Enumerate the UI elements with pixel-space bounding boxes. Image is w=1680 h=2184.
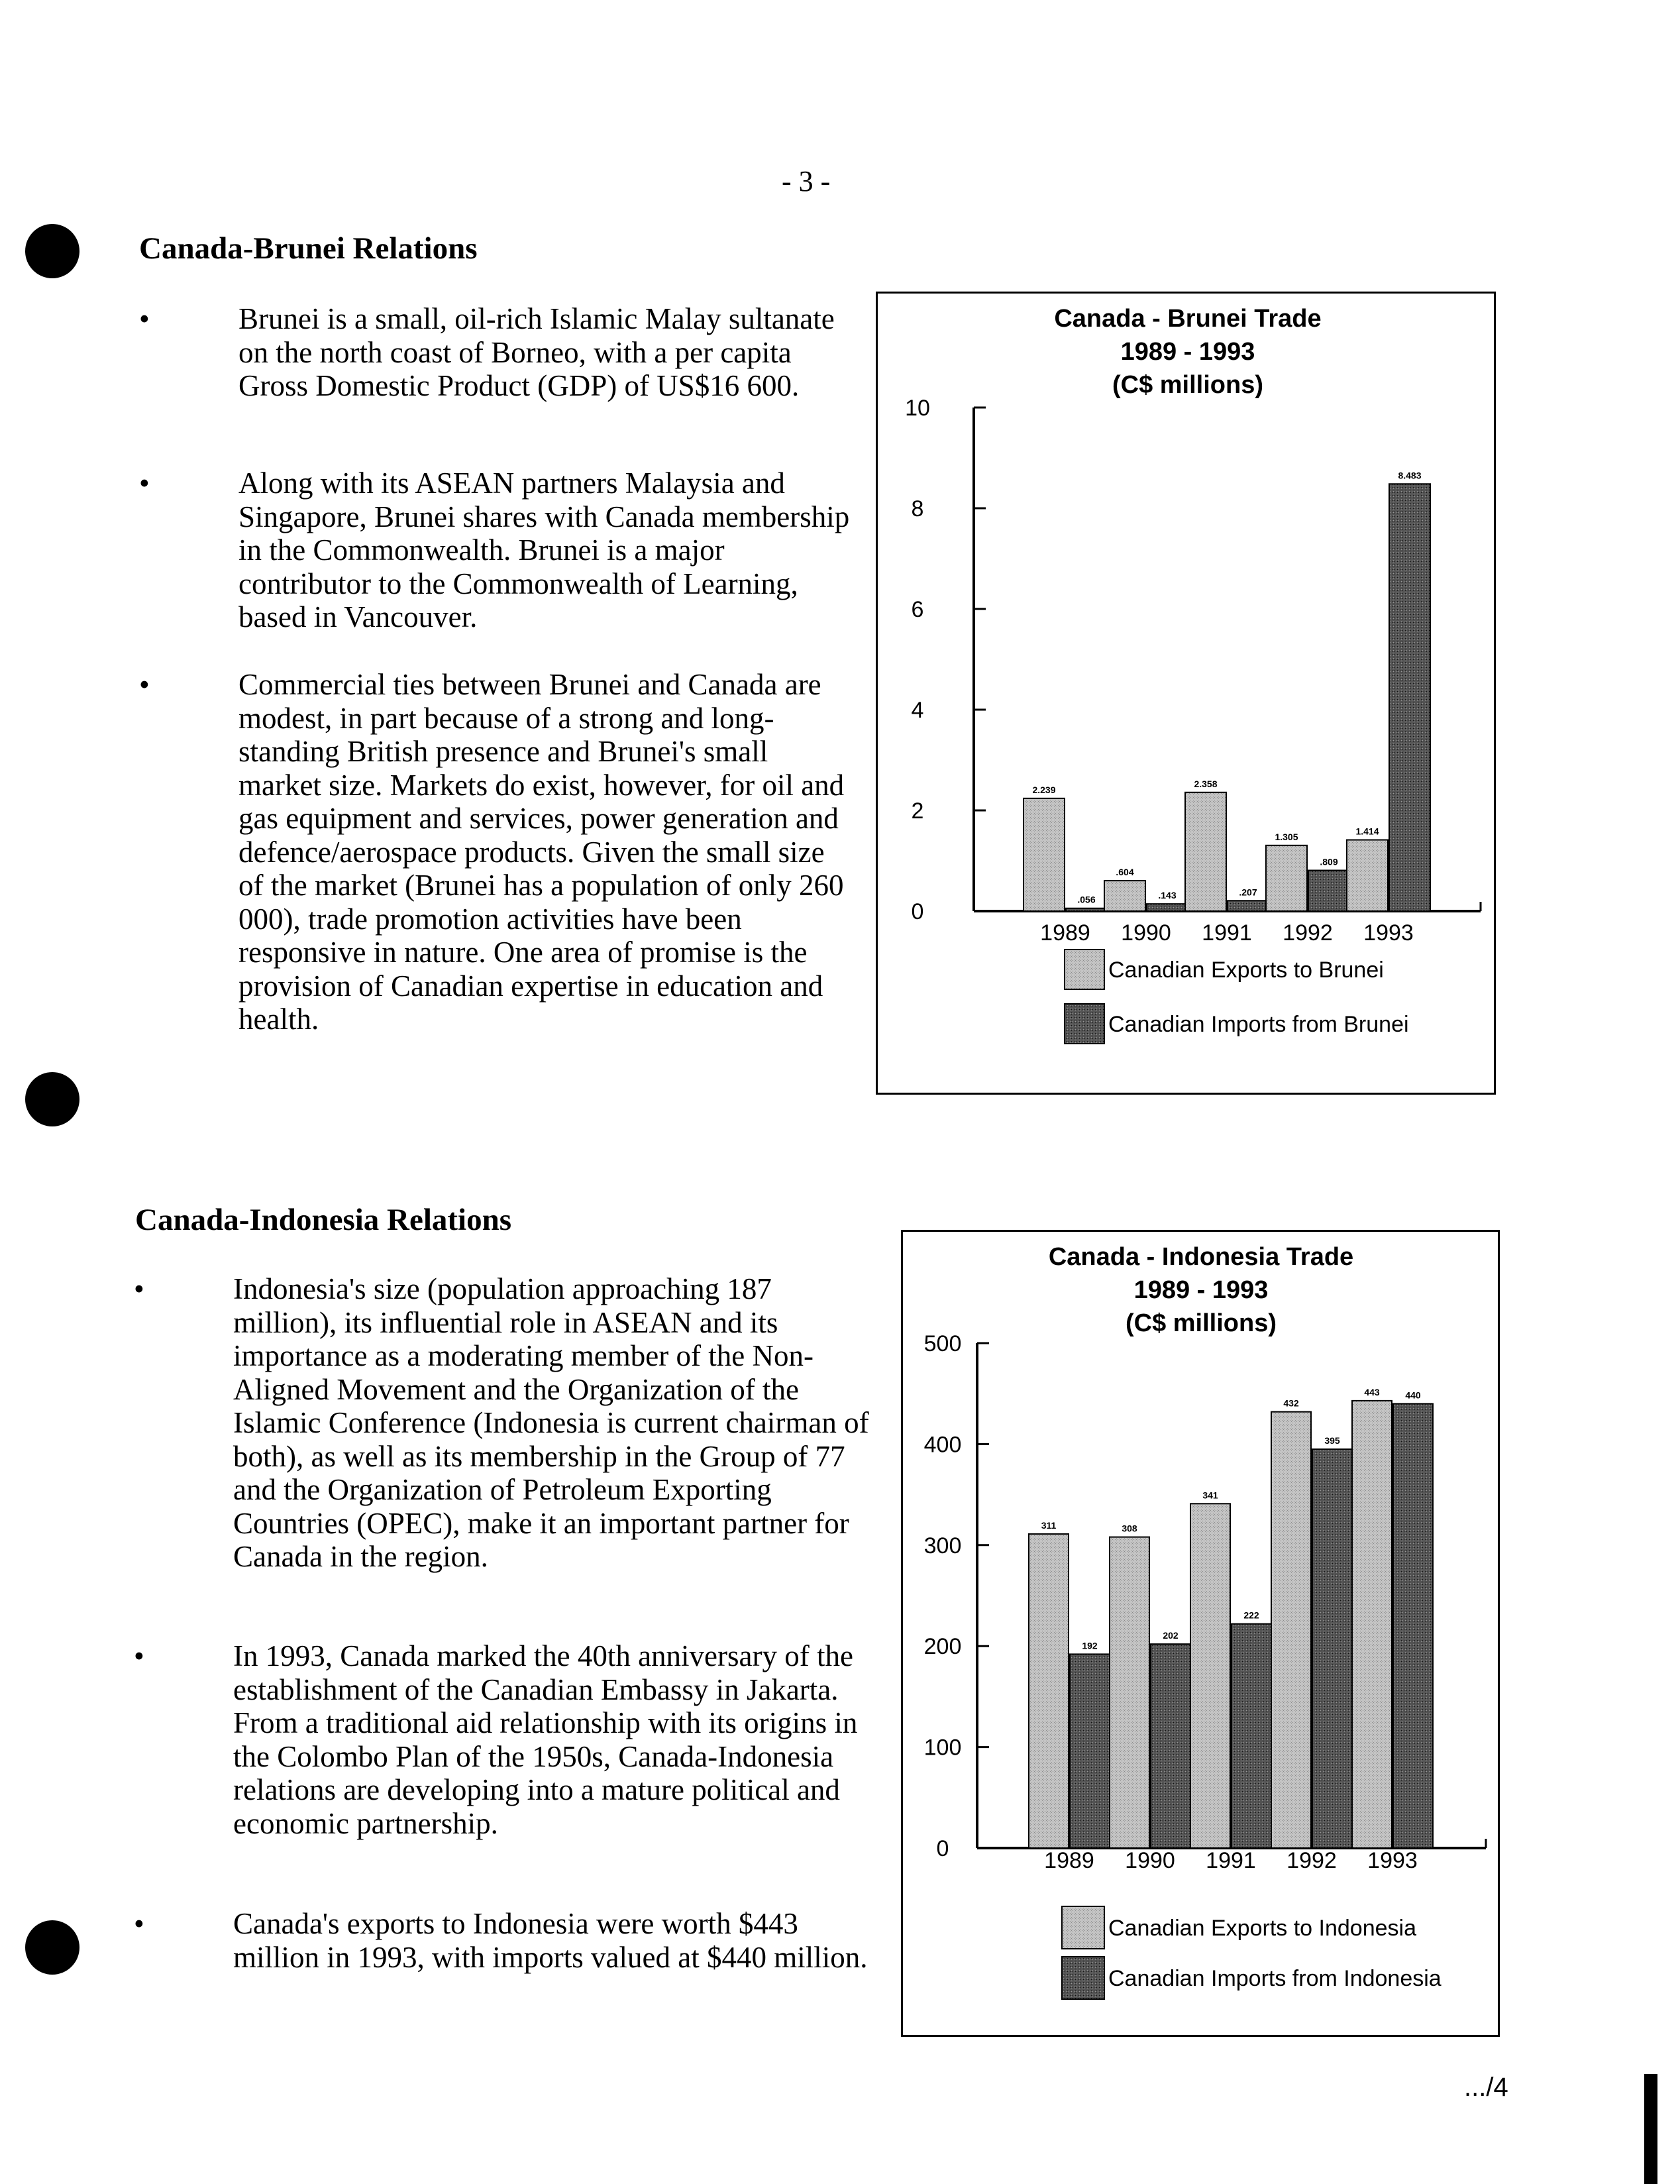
brunei-y-tick-label: 8 bbox=[911, 496, 924, 521]
brunei-export-bar-1992 bbox=[1266, 846, 1307, 911]
indonesia-x-tick-label: 1993 bbox=[1367, 1848, 1418, 1873]
binder-hole-middle bbox=[25, 1072, 79, 1126]
indonesia-y-tick-label: 200 bbox=[923, 1634, 962, 1660]
brunei-trade-chart bbox=[876, 292, 1496, 1095]
indonesia-y-tick-label: 500 bbox=[923, 1331, 962, 1356]
binder-hole-bottom bbox=[25, 1920, 79, 1975]
indonesia-legend-swatch bbox=[1062, 1957, 1104, 1999]
indonesia-export-value-label: 341 bbox=[1202, 1490, 1218, 1501]
brunei-bullet-3 bbox=[139, 668, 855, 1036]
brunei-legend-label: Canadian Imports from Brunei bbox=[1108, 1012, 1409, 1037]
indonesia-export-bar-1990 bbox=[1110, 1537, 1149, 1848]
indonesia-import-value-label: 395 bbox=[1324, 1435, 1340, 1447]
indonesia-export-bar-1991 bbox=[1190, 1503, 1230, 1848]
brunei-y-tick-label: 0 bbox=[911, 899, 924, 924]
indonesia-import-value-label: 222 bbox=[1243, 1610, 1259, 1621]
indonesia-bullet-2 bbox=[134, 1639, 869, 1840]
brunei-import-value-label: .207 bbox=[1239, 887, 1257, 898]
brunei-x-tick-label: 1992 bbox=[1283, 920, 1333, 946]
indonesia-x-tick-label: 1992 bbox=[1286, 1848, 1337, 1873]
brunei-export-value-label: 1.414 bbox=[1355, 826, 1379, 837]
indonesia-export-bar-1993 bbox=[1352, 1401, 1392, 1848]
brunei-bullet-1-text: Brunei is a small, oil-rich Islamic Malay sultanate on the north coast of Borneo, with a per capita Gross Domestic Product (GDP) of US$16 600. bbox=[238, 302, 835, 402]
indonesia-legend-swatch bbox=[1062, 1906, 1104, 1949]
bullet-marker: • bbox=[134, 1639, 144, 1672]
indonesia-x-tick-label: 1991 bbox=[1206, 1848, 1256, 1873]
indonesia-section-title: Canada-Indonesia Relations bbox=[135, 1203, 512, 1237]
brunei-export-value-label: .604 bbox=[1116, 867, 1134, 878]
indonesia-import-bar-1990 bbox=[1151, 1644, 1190, 1848]
indonesia-legend-label: Canadian Exports to Indonesia bbox=[1108, 1916, 1416, 1941]
brunei-import-bar-1989 bbox=[1066, 908, 1107, 911]
indonesia-y-tick-label: 300 bbox=[923, 1533, 962, 1558]
brunei-section-title: Canada-Brunei Relations bbox=[139, 231, 478, 266]
brunei-chart-title-line: (C$ millions) bbox=[1112, 371, 1264, 399]
indonesia-import-bar-1989 bbox=[1070, 1654, 1110, 1848]
indonesia-export-value-label: 311 bbox=[1041, 1520, 1057, 1531]
indonesia-bullet-2-text: In 1993, Canada marked the 40th anniversary of the establishment of the Canadian Embassy in Jakarta. From a traditional aid relationship with its origins in the Colombo Plan of the 1950s, Canada-Indonesia relations are developing into a mature political and economic partnership. bbox=[233, 1639, 858, 1840]
indonesia-y-tick-label: 100 bbox=[923, 1735, 962, 1761]
indonesia-bullet-3 bbox=[134, 1907, 869, 1974]
indonesia-export-bar-1992 bbox=[1271, 1412, 1311, 1848]
brunei-chart-title-line: Canada - Brunei Trade bbox=[1054, 305, 1322, 333]
indonesia-import-value-label: 202 bbox=[1163, 1630, 1179, 1641]
indonesia-x-tick-label: 1990 bbox=[1125, 1848, 1175, 1873]
bullet-marker: • bbox=[139, 466, 150, 500]
brunei-export-value-label: 2.239 bbox=[1032, 784, 1056, 795]
indonesia-chart-title-line: Canada - Indonesia Trade bbox=[1048, 1243, 1354, 1271]
indonesia-trade-chart bbox=[901, 1230, 1500, 2037]
indonesia-x-tick-label: 1989 bbox=[1044, 1848, 1094, 1873]
brunei-import-value-label: .809 bbox=[1320, 856, 1338, 867]
indonesia-export-bar-1989 bbox=[1029, 1534, 1069, 1848]
indonesia-import-bar-1993 bbox=[1393, 1403, 1433, 1848]
indonesia-export-value-label: 432 bbox=[1283, 1397, 1299, 1409]
brunei-y-tick-label: 10 bbox=[905, 396, 930, 421]
bullet-marker: • bbox=[139, 668, 150, 701]
brunei-export-bar-1993 bbox=[1347, 840, 1388, 911]
scan-edge-mark bbox=[1644, 2074, 1657, 2184]
indonesia-bullet-3-text: Canada's exports to Indonesia were worth $443 million in 1993, with imports valued at $440 million. bbox=[233, 1907, 868, 1974]
indonesia-trade-chart-svg bbox=[903, 1232, 1502, 2039]
indonesia-import-bar-1991 bbox=[1232, 1624, 1271, 1848]
brunei-y-tick-label: 6 bbox=[911, 597, 924, 622]
indonesia-y-tick-label: 0 bbox=[936, 1836, 949, 1861]
brunei-import-bar-1990 bbox=[1147, 904, 1188, 911]
indonesia-bullet-1-text: Indonesia's size (population approaching 187 million), its influential role in ASEAN and its importance as a moderating member of the Non-Aligned Movement and the Organization of the Islamic Conference (Indonesia is current chairman of both), as well as its membership in the Group of 77 and the Organization of Petroleum Exporting Countries (OPEC), make it an important partner for Canada in the region. bbox=[233, 1272, 869, 1573]
brunei-y-tick-label: 2 bbox=[911, 798, 924, 824]
bullet-marker: • bbox=[139, 302, 150, 335]
brunei-import-value-label: .056 bbox=[1077, 894, 1096, 905]
brunei-chart-title-line: 1989 - 1993 bbox=[1120, 338, 1255, 366]
indonesia-export-value-label: 308 bbox=[1122, 1523, 1137, 1534]
brunei-legend-label: Canadian Exports to Brunei bbox=[1108, 957, 1384, 983]
brunei-import-bar-1992 bbox=[1308, 871, 1349, 911]
bullet-marker: • bbox=[134, 1907, 144, 1940]
brunei-import-bar-1991 bbox=[1228, 901, 1269, 911]
brunei-x-tick-label: 1989 bbox=[1040, 920, 1090, 946]
brunei-x-tick-label: 1990 bbox=[1121, 920, 1171, 946]
binder-hole-top bbox=[25, 224, 79, 278]
brunei-export-value-label: 2.358 bbox=[1194, 778, 1218, 789]
indonesia-chart-title-line: 1989 - 1993 bbox=[1133, 1276, 1269, 1304]
indonesia-chart-title-line: (C$ millions) bbox=[1125, 1309, 1277, 1337]
brunei-legend-swatch bbox=[1065, 950, 1104, 989]
page-footer: .../4 bbox=[1464, 2073, 1508, 2102]
brunei-bullet-3-text: Commercial ties between Brunei and Canada are modest, in part because of a strong and long-standing British presence and Brunei's small market size. Markets do exist, however, for oil and gas equipment and services, power generation and defence/aerospace products. Given the small size of the market (Brunei has a population of only 260 000), trade promotion activities have been responsive in nature. One area of promise is the provision of Canadian expertise in education and health. bbox=[238, 668, 845, 1036]
indonesia-bullet-1 bbox=[134, 1272, 869, 1574]
indonesia-y-tick-label: 400 bbox=[923, 1432, 962, 1458]
brunei-import-value-label: .143 bbox=[1158, 890, 1177, 901]
brunei-export-bar-1991 bbox=[1185, 792, 1226, 911]
indonesia-import-value-label: 192 bbox=[1082, 1640, 1098, 1651]
brunei-bullet-2-text: Along with its ASEAN partners Malaysia and Singapore, Brunei shares with Canada membership in the Commonwealth. Brunei is a major contributor to the Commonwealth of Learning, based in Vancouver. bbox=[238, 466, 850, 633]
brunei-export-value-label: 1.305 bbox=[1275, 831, 1298, 842]
brunei-y-tick-label: 4 bbox=[911, 698, 924, 723]
indonesia-legend-label: Canadian Imports from Indonesia bbox=[1108, 1966, 1442, 1991]
indonesia-export-value-label: 443 bbox=[1364, 1386, 1380, 1397]
brunei-export-bar-1990 bbox=[1104, 881, 1145, 911]
brunei-import-bar-1993 bbox=[1389, 484, 1430, 911]
indonesia-import-bar-1992 bbox=[1312, 1449, 1352, 1848]
bullet-marker: • bbox=[134, 1272, 144, 1305]
brunei-bullet-2 bbox=[139, 466, 855, 634]
brunei-legend-swatch bbox=[1065, 1004, 1104, 1044]
page-number: - 3 - bbox=[782, 165, 831, 197]
brunei-x-tick-label: 1991 bbox=[1202, 920, 1252, 946]
brunei-import-value-label: 8.483 bbox=[1398, 470, 1422, 481]
brunei-bullet-1 bbox=[139, 302, 855, 403]
brunei-export-bar-1989 bbox=[1024, 798, 1065, 911]
brunei-x-tick-label: 1993 bbox=[1363, 920, 1414, 946]
indonesia-import-value-label: 440 bbox=[1405, 1390, 1421, 1401]
brunei-trade-chart-svg bbox=[878, 294, 1498, 1097]
